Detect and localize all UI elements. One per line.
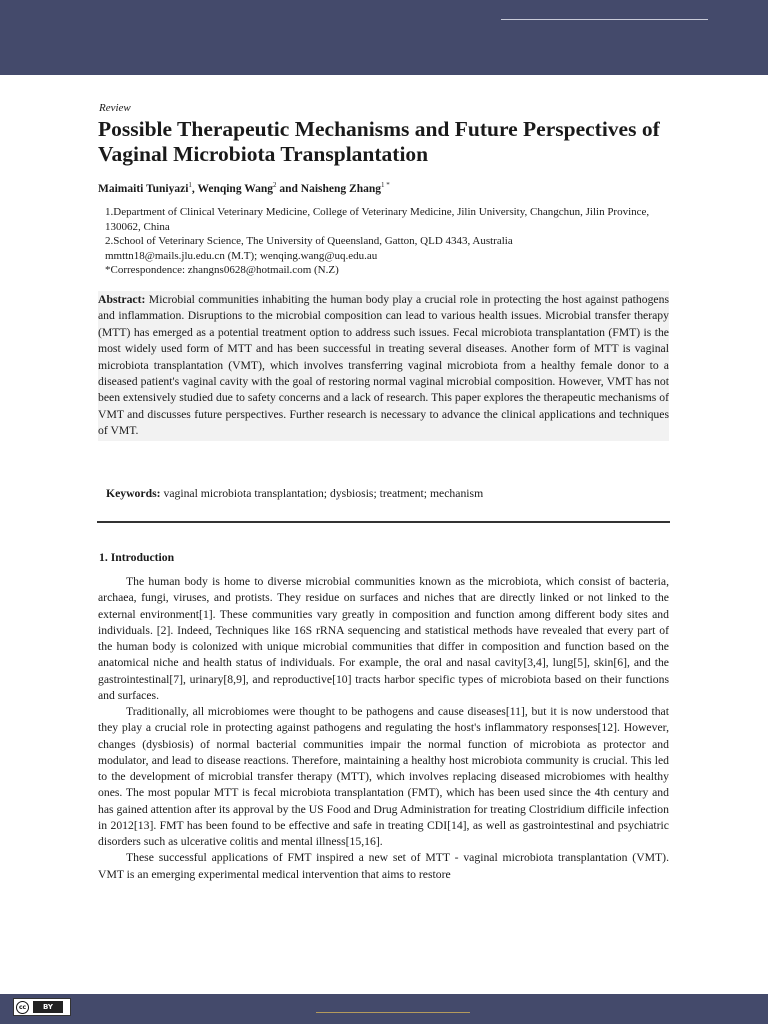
article-type: Review xyxy=(99,102,131,114)
author-affiliation-mark: 1 xyxy=(188,181,192,189)
abstract-label: Abstract: xyxy=(98,293,146,306)
abstract-text: Microbial communities inhabiting the human body play a crucial role in protecting the host against pathogens and inflammation. Disruptions to the microbial composition can lead to various health issues. Microbial transfer therapy (MTT) has emerged as a potential treatment option to address such issues. Fecal microbiota transplantation (FMT) is the most widely used form of MTT and has been successful in treating several diseases. Another form of MTT is vaginal microbiota transplantation (VMT), which involves transferring vaginal microbiota from a healthy female donor to a diseased patient's vaginal cavity with the goal of restoring normal vaginal microbial composition. However, VMT has not been extensively studied due to safety concerns and a lack of research. This paper explores the therapeutic mechanisms of VMT and discusses future perspectives. Further research is necessary to advance the clinical applications and techniques of VMT. xyxy=(98,293,670,438)
author-list xyxy=(98,181,390,195)
cc-by-label: BY xyxy=(33,1001,63,1013)
paper-title: Possible Therapeutic Mechanisms and Future Perspectives of Vaginal Microbiota Transplantation xyxy=(98,117,660,166)
abstract-block xyxy=(98,291,669,441)
paragraph: These successful applications of FMT inspired a new set of MTT - vaginal microbiota transplantation (VMT). VMT is an emerging experimental medical intervention that aims to restore xyxy=(98,851,669,881)
email-line: mmttn18@mails.jlu.edu.cn (M.T); wenqing.wang@uq.edu.au xyxy=(105,249,378,262)
author-name: Maimaiti Tuniyazi xyxy=(98,182,189,195)
author-affiliation-mark: 2 xyxy=(273,181,277,189)
paragraph: The human body is home to diverse microbial communities known as the microbiota, which consist of bacteria, archaea, fungi, viruses, and protists. They residue on surfaces and niches that are directly linked or not linked to the external environment[1]. These communities vary greatly in composition and function among different body sites and individuals. [2]. Indeed, Techniques like 16S rRNA sequencing and statistical methods have revealed that every part of the human body is colonized with unique microbial communities that differ in composition and function based on the anatomical niche and health status of individuals. For example, the oral and nasal cavity[3,4], lung[5], skin[6], and the gastrointestinal[7], urinary[8,9], and reproductive[10] tracts harbor specific types of microbiota based on their functions and surfaces. xyxy=(98,575,669,702)
keywords xyxy=(106,487,483,500)
header-rule xyxy=(501,19,708,20)
affiliation-line: 2.School of Veterinary Science, The University of Queensland, Gatton, QLD 4343, Australia xyxy=(105,235,513,247)
paragraph: Traditionally, all microbiomes were thought to be pathogens and cause diseases[11], but it is now understood that they play a crucial role in protecting against pathogens and regulating the host's inflammatory responses[12]. However, changes (dysbiosis) of normal bacterial communities impair the normal function of microbiota as protector and modulator, and lead to disease reactions. Therefore, maintaining a healthy host microbiota community is crucial. This led to the development of microbial transfer therapy (MTT), which involves replacing diseased microbiomes with healthy ones. The most popular MTT is fecal microbiota transplantation (FMT), which has been used since the 4th century and has gained attention after its approval by the US Food and Drug Administration for treating Clostridium difficile infection in 2012[13]. FMT has been found to be effective and safe in treating CDI[14], as well as gastrointestinal and psychiatric disorders such as ulcerative colitis and mental illness[15,16]. xyxy=(98,705,669,848)
cc-logo: cc xyxy=(16,1001,29,1014)
author-name: Wenqing Wang xyxy=(197,182,273,195)
correspondence-line: *Correspondence: zhangns0628@hotmail.com (N.Z) xyxy=(105,264,339,276)
author-affiliation-mark: 1 * xyxy=(381,181,390,189)
author-separator: and xyxy=(276,182,301,195)
section-heading: 1. Introduction xyxy=(99,551,175,564)
affiliation-line: 1.Department of Clinical Veterinary Medicine, College of Veterinary Medicine, Jilin University, Changchun, Jilin Province, 130062, China xyxy=(105,206,650,233)
footer-rule xyxy=(316,1012,470,1013)
body-text xyxy=(98,574,669,883)
author-name: Naisheng Zhang xyxy=(300,182,382,195)
keywords-label: Keywords: xyxy=(106,487,161,500)
creative-commons-icon[interactable] xyxy=(13,998,71,1016)
section-divider xyxy=(97,521,670,523)
affiliations xyxy=(105,205,675,278)
keywords-text: vaginal microbiota transplantation; dysbiosis; treatment; mechanism xyxy=(163,487,484,500)
author-separator: , xyxy=(191,182,198,195)
header-band xyxy=(0,0,768,75)
footer-band xyxy=(0,994,768,1024)
